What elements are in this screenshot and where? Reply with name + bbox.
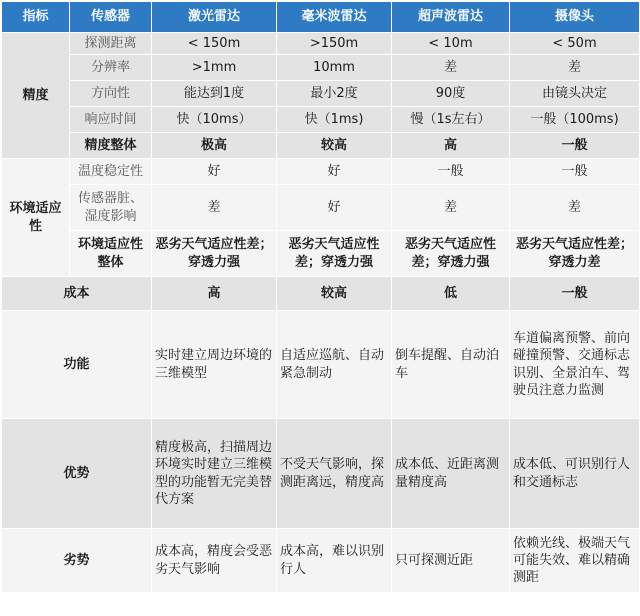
table-cell: 一般 (510, 159, 640, 185)
row-label: 环境适应性整体 (70, 231, 152, 277)
table-cell: 差 (510, 185, 640, 231)
table-row (2, 133, 640, 159)
table-cell: 较高 (277, 133, 392, 159)
table-cell: 实时建立周边环境的三维模型 (152, 311, 277, 419)
row-label-advantage: 优势 (2, 419, 152, 529)
row-label-function: 功能 (2, 311, 152, 419)
table-cell: 一般（100ms) (510, 107, 640, 133)
table-cell: 只可探测近距 (392, 529, 510, 593)
table-cell: 快（1ms) (277, 107, 392, 133)
table-cell: 90度 (392, 81, 510, 107)
table-cell: 自适应巡航、自动紧急制动 (277, 311, 392, 419)
table-cell: 车道偏离预警、前向碰撞预警、交通标志识别、全景泊车、驾驶员注意力监测 (510, 311, 640, 419)
table-cell: 差 (152, 185, 277, 231)
table-cell: 恶劣天气适应性差；穿透力强 (152, 231, 277, 277)
table-cell: 一般 (392, 159, 510, 185)
table-row (2, 107, 640, 133)
table-cell: 高 (392, 133, 510, 159)
header-lidar: 激光雷达 (152, 2, 277, 33)
table-cell: 一般 (510, 277, 640, 311)
table-cell: 快（10ms） (152, 107, 277, 133)
table-row (2, 311, 640, 419)
row-label: 分辨率 (70, 55, 152, 81)
table-cell: < 10m (392, 33, 510, 55)
header-indicator: 指标 (2, 2, 70, 33)
table-cell: 一般 (510, 133, 640, 159)
table-row (2, 159, 640, 185)
table-cell: 差 (392, 55, 510, 81)
table-cell: 不受天气影响，探测距离远，精度高 (277, 419, 392, 529)
table-row (2, 55, 640, 81)
table-row (2, 185, 640, 231)
table-cell: 差 (392, 185, 510, 231)
table-cell: >1mm (152, 55, 277, 81)
table-cell: 好 (152, 159, 277, 185)
table-cell: 恶劣天气适应性差；穿透力差 (510, 231, 640, 277)
header-sensor: 传感器 (70, 2, 152, 33)
row-label: 传感器脏、湿度影响 (70, 185, 152, 231)
table-cell: < 50m (510, 33, 640, 55)
table-cell: 好 (277, 185, 392, 231)
table-cell: 恶劣天气适应性差；穿透力强 (277, 231, 392, 277)
table-cell: 依赖光线、极端天气可能失效、难以精确测距 (510, 529, 640, 593)
table-row (2, 529, 640, 593)
table-cell: 慢（1s左右） (392, 107, 510, 133)
table-row (2, 33, 640, 55)
table-cell: 精度极高，扫描周边环境实时建立三维模型的功能暂无完美替代方案 (152, 419, 277, 529)
group-environment: 环境适应性 (2, 159, 70, 277)
table-row (2, 419, 640, 529)
row-label-disadvantage: 劣势 (2, 529, 152, 593)
group-accuracy: 精度 (2, 33, 70, 159)
table-cell: 成本高，精度会受恶劣天气影响 (152, 529, 277, 593)
row-label: 温度稳定性 (70, 159, 152, 185)
row-label: 探测距离 (70, 33, 152, 55)
table-row (2, 81, 640, 107)
sensor-comparison-table (1, 1, 640, 593)
table-cell: 较高 (277, 277, 392, 311)
header-mmwave-radar: 毫米波雷达 (277, 2, 392, 33)
table-cell: 成本低、可识别行人和交通标志 (510, 419, 640, 529)
table-cell: 最小2度 (277, 81, 392, 107)
table-cell: 10mm (277, 55, 392, 81)
table-cell: < 150m (152, 33, 277, 55)
table-cell: 能达到1度 (152, 81, 277, 107)
table-cell: 成本低、近距离测量精度高 (392, 419, 510, 529)
row-label-cost: 成本 (2, 277, 152, 311)
table-cell: 由镜头决定 (510, 81, 640, 107)
table-row (2, 277, 640, 311)
header-row (2, 2, 640, 33)
header-ultrasonic-radar: 超声波雷达 (392, 2, 510, 33)
table-cell: 倒车提醒、自动泊车 (392, 311, 510, 419)
table-cell: 好 (277, 159, 392, 185)
table-cell: >150m (277, 33, 392, 55)
table-cell: 成本高，难以识别行人 (277, 529, 392, 593)
table-cell: 极高 (152, 133, 277, 159)
row-label: 方向性 (70, 81, 152, 107)
table-cell: 低 (392, 277, 510, 311)
table-cell: 高 (152, 277, 277, 311)
table-row (2, 231, 640, 277)
table-cell: 差 (510, 55, 640, 81)
row-label: 响应时间 (70, 107, 152, 133)
header-camera: 摄像头 (510, 2, 640, 33)
row-label: 精度整体 (70, 133, 152, 159)
table-cell: 恶劣天气适应性差；穿透力强 (392, 231, 510, 277)
